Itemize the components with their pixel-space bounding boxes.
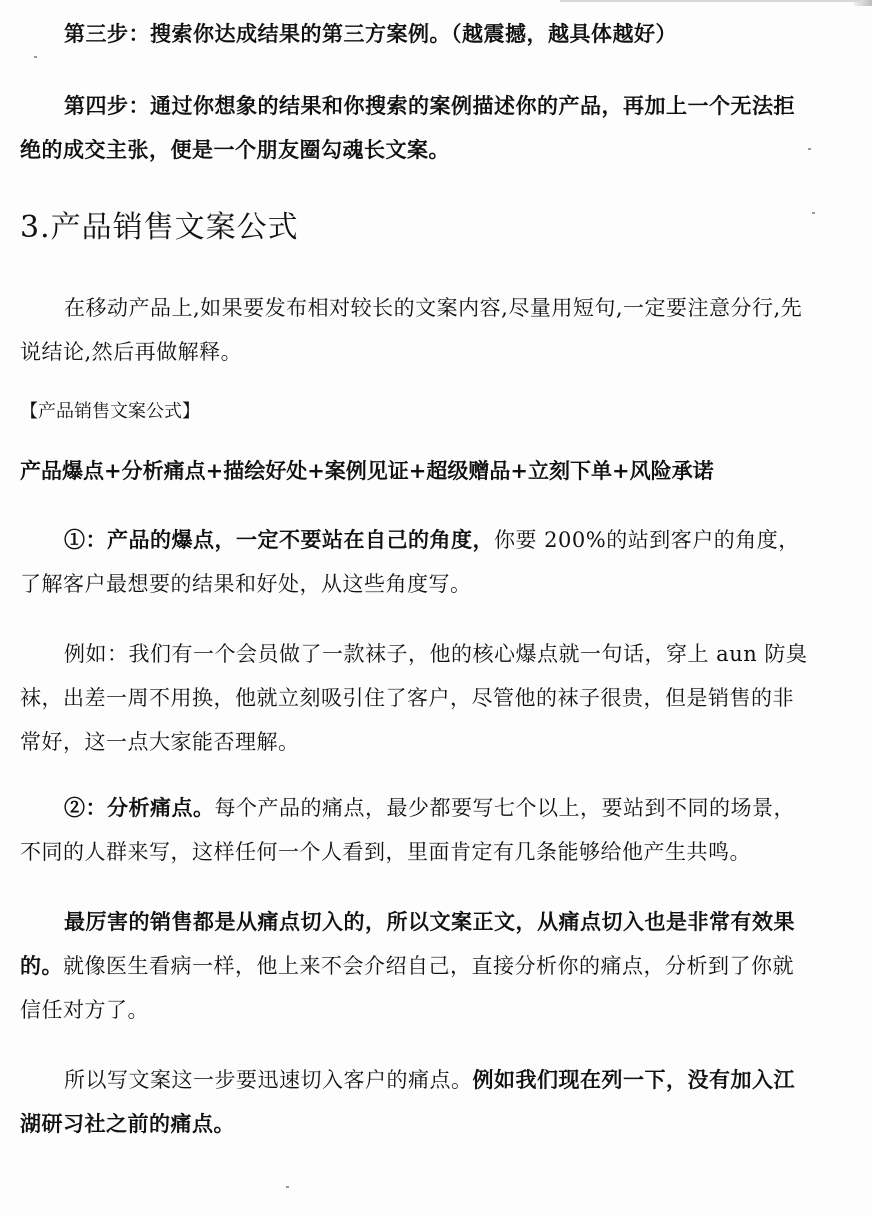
last-rest: 例如我们现在列一下，没有加入江湖研习社之前的痛点。 (20, 1067, 795, 1136)
sales-paragraph (20, 900, 810, 1032)
sales-rest: 就像医生看病一样，他上来不会介绍自己，直接分析你的痛点，分析到了你就信任对方了。 (20, 954, 794, 1022)
formula-label: 【产品销售文案公式】 (20, 401, 200, 422)
last-paragraph (20, 1058, 810, 1146)
sales-lead: 最厉害的销售都是从痛点切入的，所以文案正文，从痛点切入也是非常有效果的。 (20, 909, 795, 978)
point-one-lead: ①：产品的爆点，一定不要站在自己的角度， (64, 527, 494, 552)
section-heading: 3.产品销售文案公式 (20, 210, 299, 245)
point-two-rest: 每个产品的痛点，最少都要写七个以上，要站到不同的场景，不同的人群来写，这样任何一个人看到，里面肯定有几条能够给他产生共鸣。 (20, 796, 795, 864)
scan-speck (286, 1186, 289, 1188)
point-one-paragraph (20, 518, 810, 606)
point-two-lead: ②：分析痛点。 (64, 795, 215, 820)
step-three-text: 第三步：搜索你达成结果的第三方案例。（越震撼，越具体越好） (64, 21, 677, 46)
example-paragraph: 例如：我们有一个会员做了一款袜子，他的核心爆点就一句话，穿上 aun 防臭袜，出差一周不用换，他就立刻吸引住了客户，尽管他的袜子很贵，但是销售的非常好，这一点大家能否理解。 (20, 642, 808, 754)
last-lead: 所以写文案这一步要迅速切入客户的痛点。 (64, 1068, 473, 1092)
point-two-paragraph (20, 786, 810, 874)
scan-speck (34, 56, 37, 58)
intro-paragraph: 在移动产品上,如果要发布相对较长的文案内容,尽量用短句,一定要注意分行,先说结论,然后再做解释。 (20, 296, 803, 364)
formula-text: 产品爆点+分析痛点+描绘好处+案例见证+超级赠品+立刻下单+风险承诺 (20, 458, 714, 483)
point-one-rest: 你要 200%的站到客户的角度，了解客户最想要的结果和好处，从这些角度写。 (20, 528, 800, 596)
scan-top-line (560, 0, 860, 2)
step-four-text: 第四步：通过你想象的结果和你搜索的案例描述你的产品，再加上一个无法拒绝的成交主张，便是一个朋友圈勾魂长文案。 (20, 93, 795, 162)
scan-speck (812, 212, 815, 214)
scan-speck (808, 148, 811, 150)
